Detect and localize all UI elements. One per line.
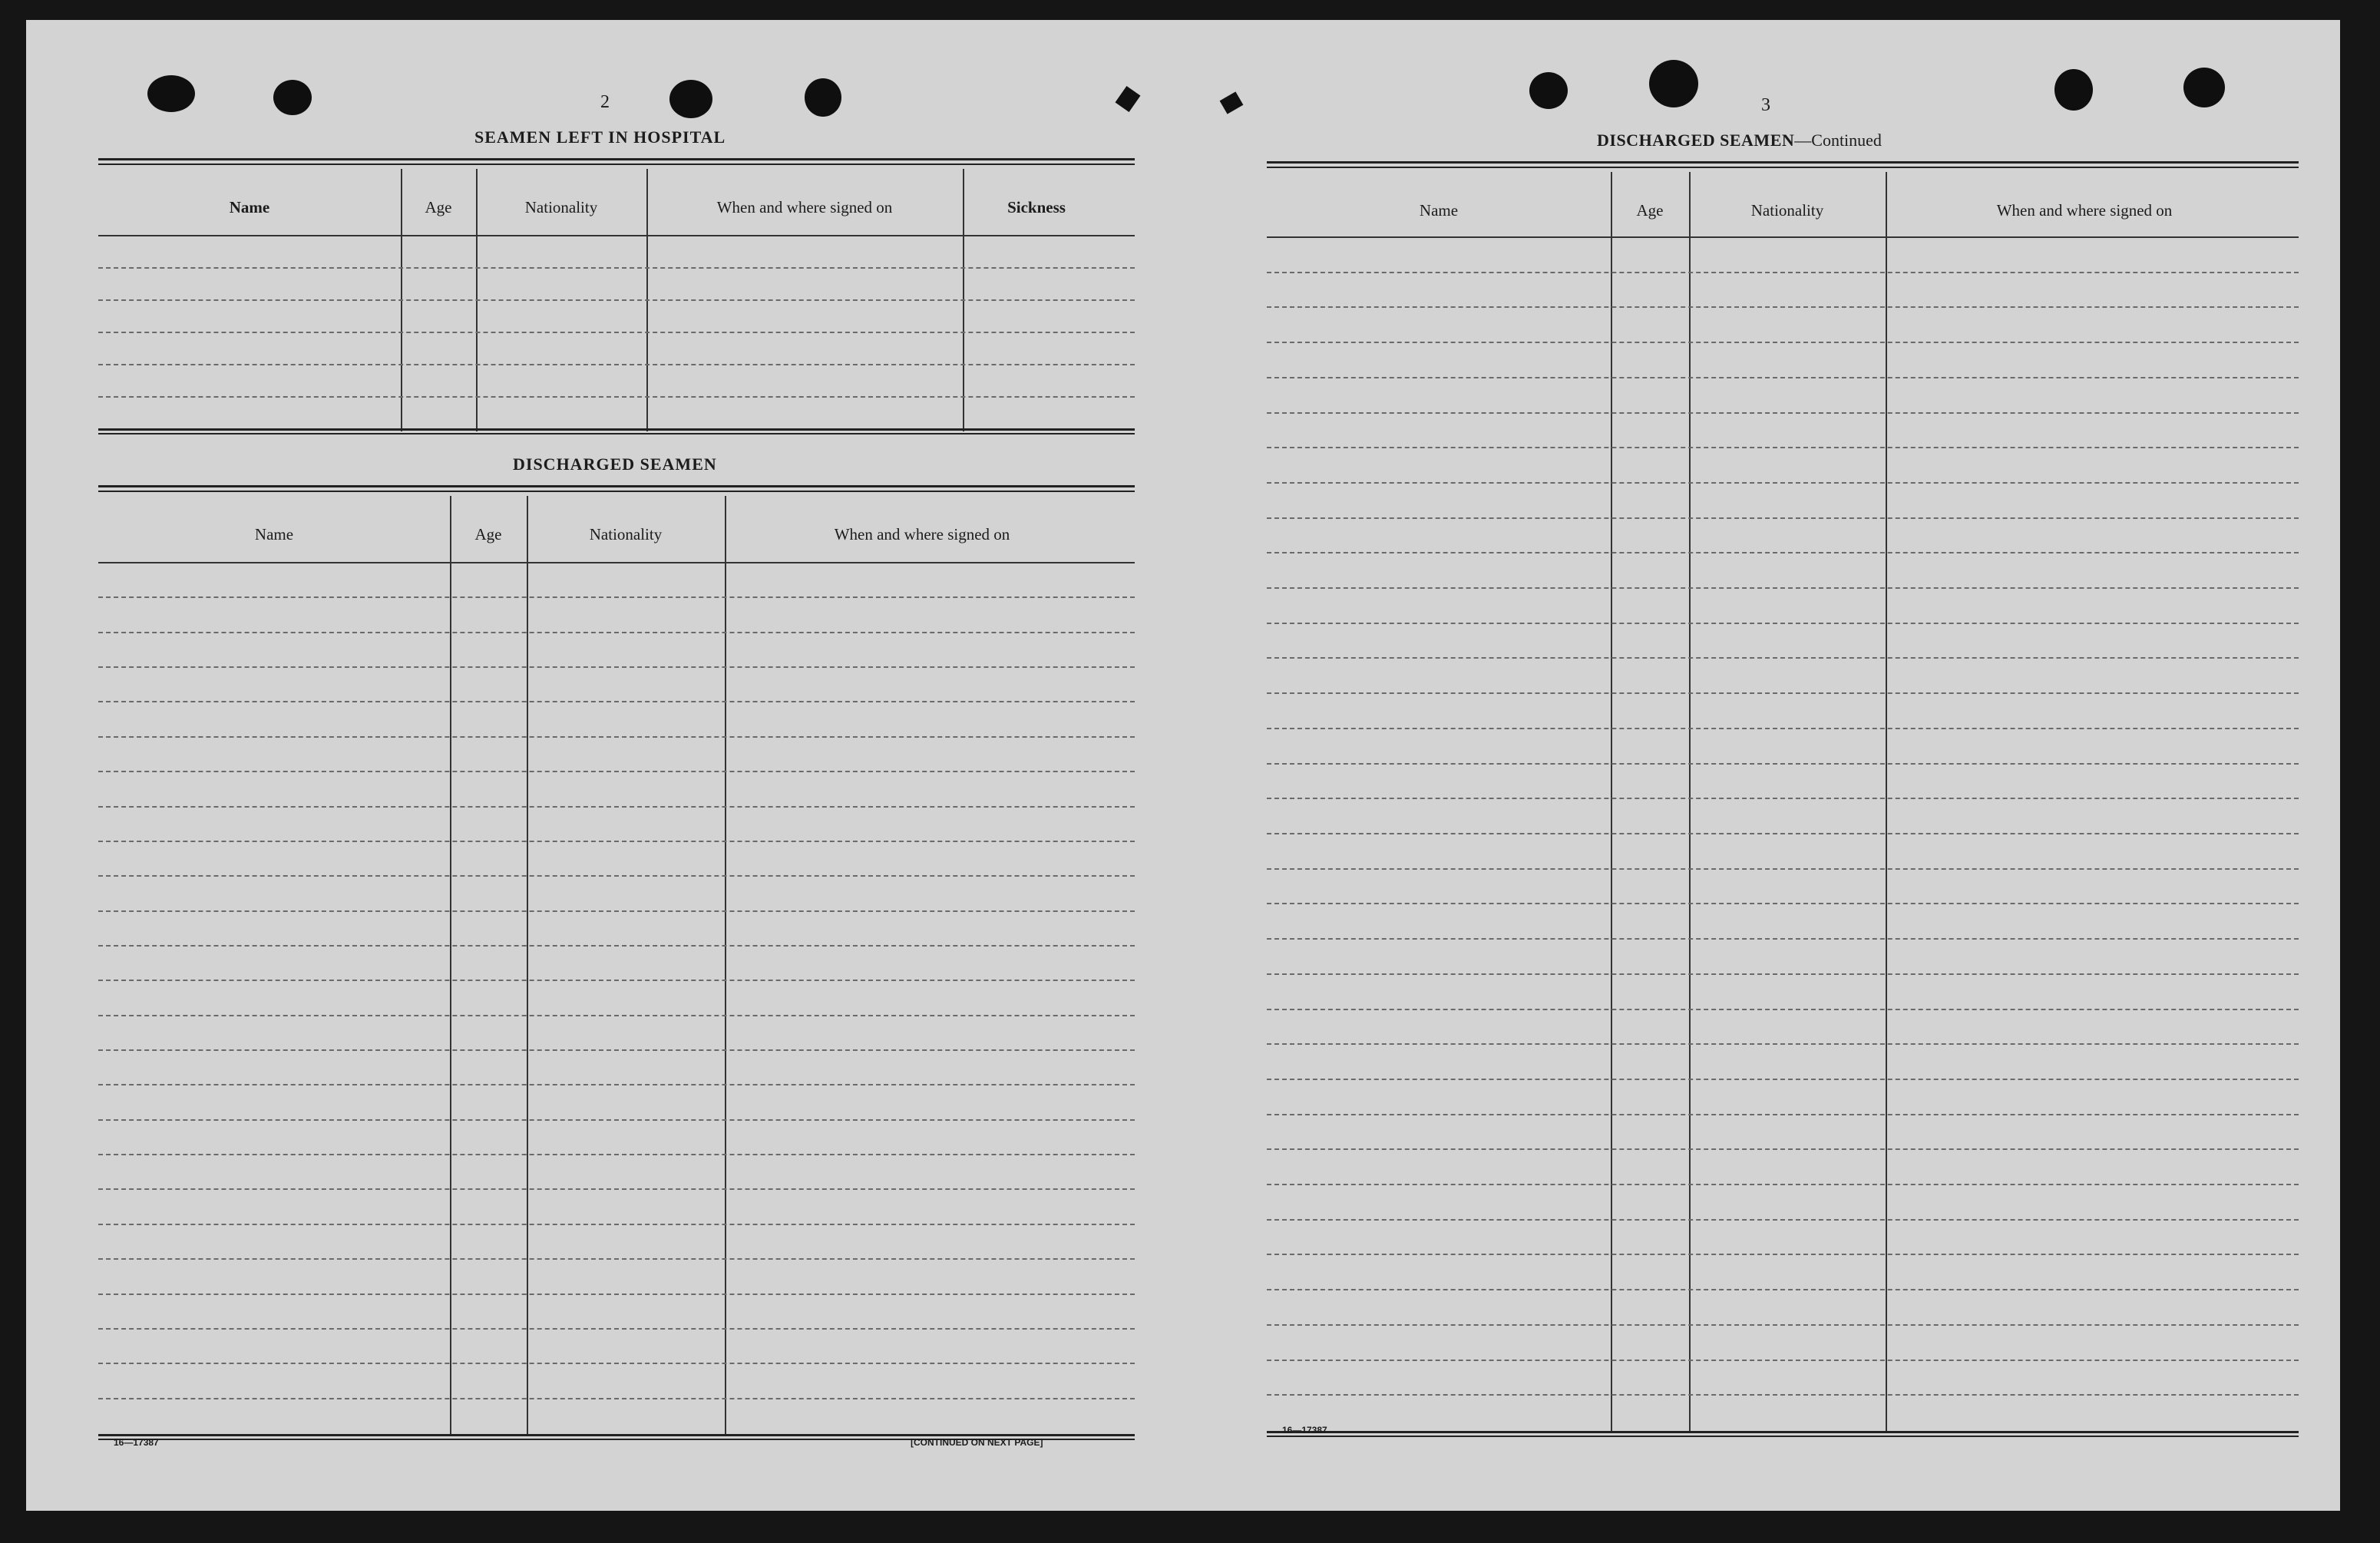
page-number-right: 3 (1761, 95, 1770, 115)
row-line (1267, 377, 2299, 378)
discharged-continued-title-suffix: —Continued (1794, 131, 1882, 150)
page-number-left: 2 (600, 92, 610, 112)
continued-note: [CONTINUED ON NEXT PAGE] (911, 1437, 1043, 1448)
col-header-signed-on: When and where signed on (834, 525, 1010, 544)
punch-hole (2054, 69, 2093, 111)
row-line (98, 736, 1135, 738)
row-line (1267, 447, 2299, 448)
row-line (98, 771, 1135, 772)
discharged-continued-rows (1267, 236, 2299, 1429)
row-line (98, 1049, 1135, 1051)
row-line (1267, 517, 2299, 519)
row-line (98, 299, 1135, 301)
punch-hole (1649, 60, 1698, 107)
row-line (1267, 1289, 2299, 1290)
row-line (1267, 692, 2299, 694)
row-line (98, 875, 1135, 877)
row-line (98, 980, 1135, 981)
row-line (98, 910, 1135, 912)
row-line (98, 267, 1135, 269)
col-header-age: Age (425, 198, 452, 216)
discharged-continued-table (1267, 161, 2299, 1451)
row-line (1267, 938, 2299, 940)
row-line (1267, 412, 2299, 414)
discharged-continued-title (1597, 131, 1882, 150)
binding-mark (1116, 86, 1141, 112)
row-line (98, 1398, 1135, 1399)
row-line (98, 666, 1135, 668)
discharged-continued-title-main: DISCHARGED SEAMEN (1597, 131, 1795, 150)
row-line (98, 945, 1135, 947)
row-line (1267, 482, 2299, 484)
col-header-nationality: Nationality (524, 198, 598, 216)
col-header-age: Age (474, 525, 502, 544)
row-line (1267, 1043, 2299, 1045)
row-line (1267, 306, 2299, 308)
discharged-title: DISCHARGED SEAMEN (513, 454, 717, 474)
row-line (98, 701, 1135, 702)
form-sheet (26, 20, 2340, 1511)
row-line (98, 1154, 1135, 1155)
discharged-table (98, 485, 1135, 1468)
col-header-sickness: Sickness (1007, 198, 1066, 216)
row-line (1267, 973, 2299, 975)
punch-hole (2183, 68, 2225, 107)
row-line (1267, 587, 2299, 589)
row-line (98, 1084, 1135, 1085)
row-line (98, 1224, 1135, 1225)
hospital-rows (98, 235, 1135, 428)
discharged-rows (98, 562, 1135, 1432)
row-line (98, 806, 1135, 808)
row-line (1267, 623, 2299, 624)
punch-hole (669, 80, 712, 118)
col-header-signed-on: When and where signed on (1996, 201, 2173, 220)
row-line (98, 1015, 1135, 1016)
row-line (98, 632, 1135, 633)
punch-hole (147, 75, 195, 112)
row-line (98, 332, 1135, 333)
punch-hole (805, 78, 841, 117)
col-header-name: Name (229, 198, 270, 216)
row-line (98, 396, 1135, 398)
row-line (98, 1258, 1135, 1260)
row-line (1267, 868, 2299, 870)
hospital-table (98, 158, 1135, 458)
row-line (1267, 1184, 2299, 1185)
row-line (1267, 903, 2299, 904)
row-line (98, 841, 1135, 842)
col-header-age: Age (1636, 201, 1664, 220)
row-line (98, 364, 1135, 365)
row-line (1267, 833, 2299, 834)
row-line (98, 1119, 1135, 1121)
form-number-right: 16—17387 (1282, 1425, 1327, 1436)
row-line (98, 1363, 1135, 1364)
row-line (1267, 1254, 2299, 1255)
row-line (98, 1188, 1135, 1190)
row-line (1267, 657, 2299, 659)
row-line (1267, 763, 2299, 765)
row-line (1267, 272, 2299, 273)
row-line (98, 1328, 1135, 1330)
row-line (1267, 1009, 2299, 1010)
col-header-name: Name (254, 525, 294, 544)
row-line (98, 1294, 1135, 1295)
col-header-signed-on: When and where signed on (716, 198, 893, 216)
punch-hole (1529, 72, 1568, 109)
row-line (1267, 1394, 2299, 1396)
punch-hole (273, 80, 312, 115)
col-header-nationality: Nationality (1750, 201, 1824, 220)
row-line (1267, 1219, 2299, 1221)
row-line (1267, 1079, 2299, 1080)
row-line (1267, 1360, 2299, 1361)
row-line (1267, 1114, 2299, 1115)
row-line (1267, 728, 2299, 729)
form-number-left: 16—17387 (114, 1437, 159, 1448)
row-line (1267, 342, 2299, 343)
col-header-nationality: Nationality (589, 525, 663, 544)
col-header-name: Name (1419, 201, 1459, 220)
row-line (1267, 1324, 2299, 1326)
row-line (1267, 552, 2299, 553)
row-line (98, 596, 1135, 598)
row-line (1267, 798, 2299, 799)
row-line (1267, 1148, 2299, 1150)
binding-mark (1220, 91, 1244, 114)
hospital-title: SEAMEN LEFT IN HOSPITAL (474, 127, 726, 147)
